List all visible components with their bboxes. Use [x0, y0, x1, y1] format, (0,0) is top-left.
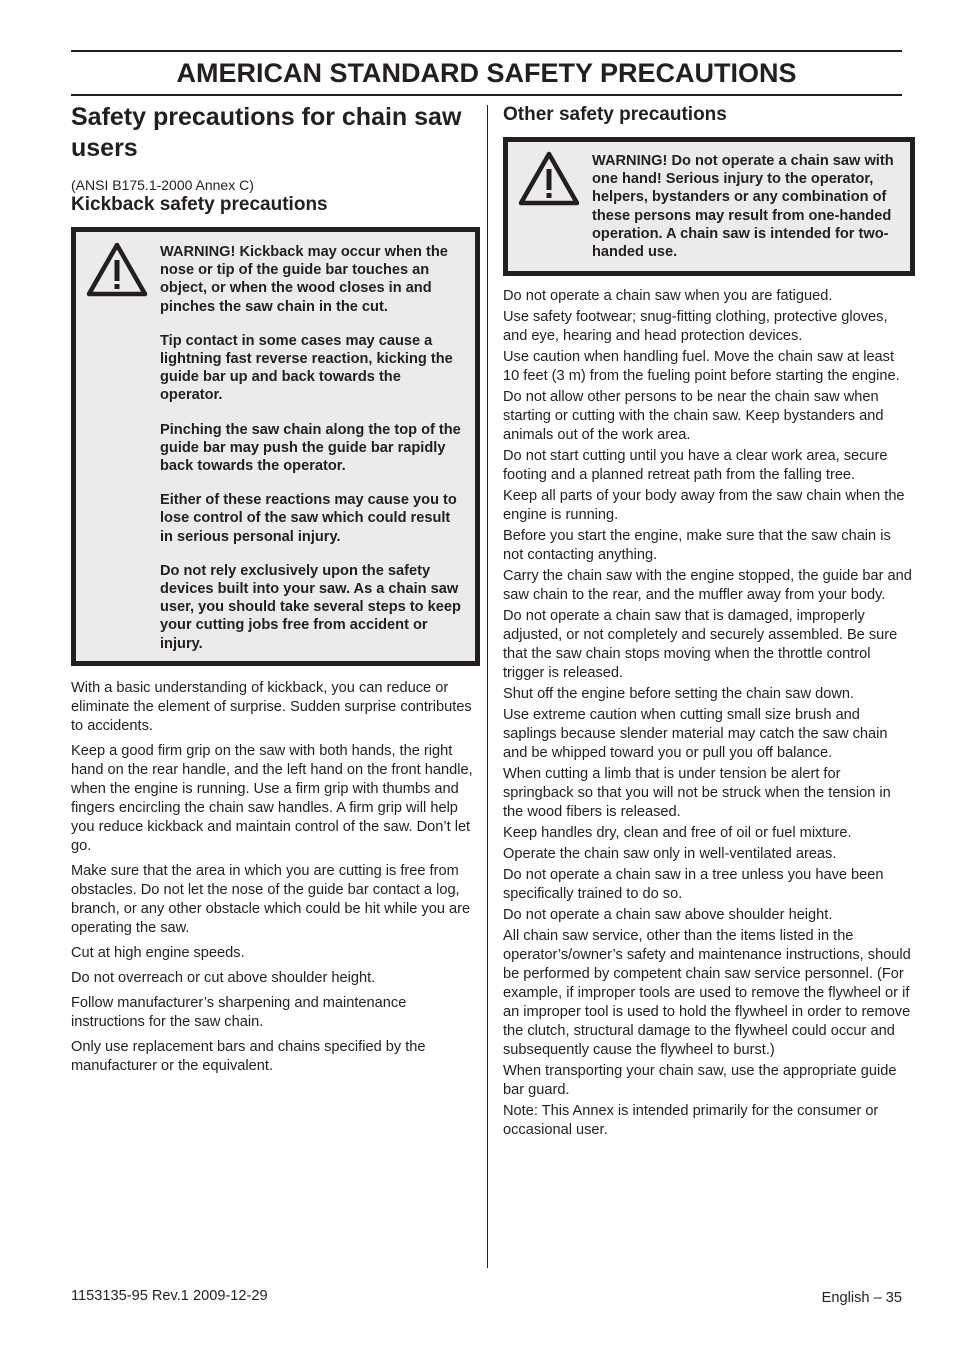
page-header-title: AMERICAN STANDARD SAFETY PRECAUTIONS [176, 58, 797, 88]
body-paragraph: Do not start cutting until you have a clear work area, secure footing and a planned retreat path from the falling tree. [503, 448, 888, 484]
document-reference: 1153135-95 Rev.1 2009-12-29 [71, 1288, 268, 1304]
body-paragraph: Note: This Annex is intended primarily for the consumer or occasional user. [503, 1103, 879, 1139]
right-column [503, 100, 912, 1142]
right-body-text [503, 287, 912, 1140]
other-precautions-title: Other safety precautions [503, 104, 727, 125]
left-column [71, 100, 480, 1082]
page-number: English – 35 [821, 1290, 902, 1306]
warning-triangle-icon [517, 150, 581, 208]
body-paragraph: When cutting a limb that is under tension be alert for springback so that you will not be struck when the tension in the wood fibers is released. [503, 766, 891, 821]
left-body-text [71, 679, 480, 1076]
one-hand-warning-text: WARNING! Do not operate a chain saw with one hand! Serious injury to the operator, helpers, bystanders or any combination of these persons may result from one-handed operation. A chain saw is intended for two-handed use. [592, 153, 894, 261]
body-paragraph: All chain saw service, other than the items listed in the operator’s/owner’s safety and maintenance instructions, should be performed by competent chain saw service personnel. (For example, if improper tools are used to remove the flywheel or if an improper tool is used to hold the flywheel in order to remove the clutch, structural damage to the flywheel could occur and subsequently cause the flywheel to burst.) [503, 928, 911, 1059]
body-paragraph: Use extreme caution when cutting small size brush and saplings because slender material may catch the saw chain and be whipped toward you or pull you off balance. [503, 707, 888, 762]
body-paragraph: Carry the chain saw with the engine stopped, the guide bar and saw chain to the rear, and the muffler away from your body. [503, 568, 912, 604]
warning-paragraph: Do not rely exclusively upon the safety devices built into your saw. As a chain saw user, you should take several steps to keep your cutting jobs free from accident or injury. [160, 562, 461, 652]
body-paragraph: Keep a good firm grip on the saw with both hands, the right hand on the rear handle, and the left hand on the front handle, when the engine is running. Use a firm grip with thumbs and fingers encircling the chain saw handles. A firm grip will help you reduce kickback and maintain control of the saw. Don’t let go. [71, 742, 473, 854]
kickback-warning-text [160, 243, 465, 653]
body-paragraph: Do not overreach or cut above shoulder height. [71, 969, 376, 986]
body-paragraph: With a basic understanding of kickback, you can reduce or eliminate the element of surprise. Sudden surprise contributes to accidents. [71, 679, 472, 734]
body-paragraph: Before you start the engine, make sure that the saw chain is not contacting anything. [503, 528, 891, 564]
body-paragraph: Only use replacement bars and chains specified by the manufacturer or the equivalent. [71, 1038, 426, 1074]
warning-paragraph: Either of these reactions may cause you to lose control of the saw which could result in serious personal injury. [160, 492, 457, 545]
warning-paragraph: WARNING! Kickback may occur when the nose or tip of the guide bar touches an object, or when the wood closes in and pinches the saw chain in the cut. [160, 244, 448, 315]
body-paragraph: Use caution when handling fuel. Move the chain saw at least 10 feet (3 m) from the fueling point before starting the engine. [503, 349, 900, 385]
header-bottom-rule [71, 94, 902, 96]
body-paragraph: Cut at high engine speeds. [71, 944, 245, 961]
body-paragraph: Use safety footwear; snug-fitting clothing, protective gloves, and eye, hearing and head protection devices. [503, 309, 888, 345]
warning-paragraph: Tip contact in some cases may cause a lightning fast reverse reaction, kicking the guide bar up and back towards the operator. [160, 332, 453, 404]
body-paragraph: Do not operate a chain saw above shoulder height. [503, 907, 833, 924]
kickback-warning-box [71, 227, 480, 666]
body-paragraph: Follow manufacturer’s sharpening and maintenance instructions for the saw chain. [71, 994, 407, 1030]
column-divider [487, 105, 488, 1268]
body-paragraph: Do not allow other persons to be near the chain saw when starting or cutting with the chain saw. Keep bystanders and animals out of the work area. [503, 389, 884, 444]
body-paragraph: When transporting your chain saw, use the appropriate guide bar guard. [503, 1063, 897, 1099]
kickback-title: Kickback safety precautions [71, 194, 328, 215]
body-paragraph: Shut off the engine before setting the chain saw down. [503, 686, 855, 703]
warning-paragraph: Pinching the saw chain along the top of the guide bar may push the guide bar rapidly back towards the operator. [160, 421, 461, 475]
body-paragraph: Do not operate a chain saw when you are fatigued. [503, 288, 833, 305]
body-paragraph: Do not operate a chain saw in a tree unless you have been specifically trained to do so. [503, 867, 884, 903]
body-paragraph: Keep all parts of your body away from the saw chain when the engine is running. [503, 488, 905, 524]
body-paragraph: Keep handles dry, clean and free of oil or fuel mixture. [503, 825, 852, 842]
body-paragraph: Make sure that the area in which you are cutting is free from obstacles. Do not let the nose of the guide bar contact a log, branch, or any other obstacle which could be hit while you are operating the saw. [71, 862, 471, 936]
section-title: Safety precautions for chain saw users [71, 103, 462, 162]
ansi-reference: (ANSI B175.1-2000 Annex C) [71, 177, 254, 193]
header-top-rule [71, 50, 902, 52]
warning-triangle-icon [85, 241, 149, 299]
one-hand-warning-box [503, 137, 915, 276]
body-paragraph: Do not operate a chain saw that is damaged, improperly adjusted, or not completely and securely assembled. Be sure that the saw chain stops moving when the throttle control trigger is released. [503, 608, 898, 682]
body-paragraph: Operate the chain saw only in well-ventilated areas. [503, 846, 837, 863]
